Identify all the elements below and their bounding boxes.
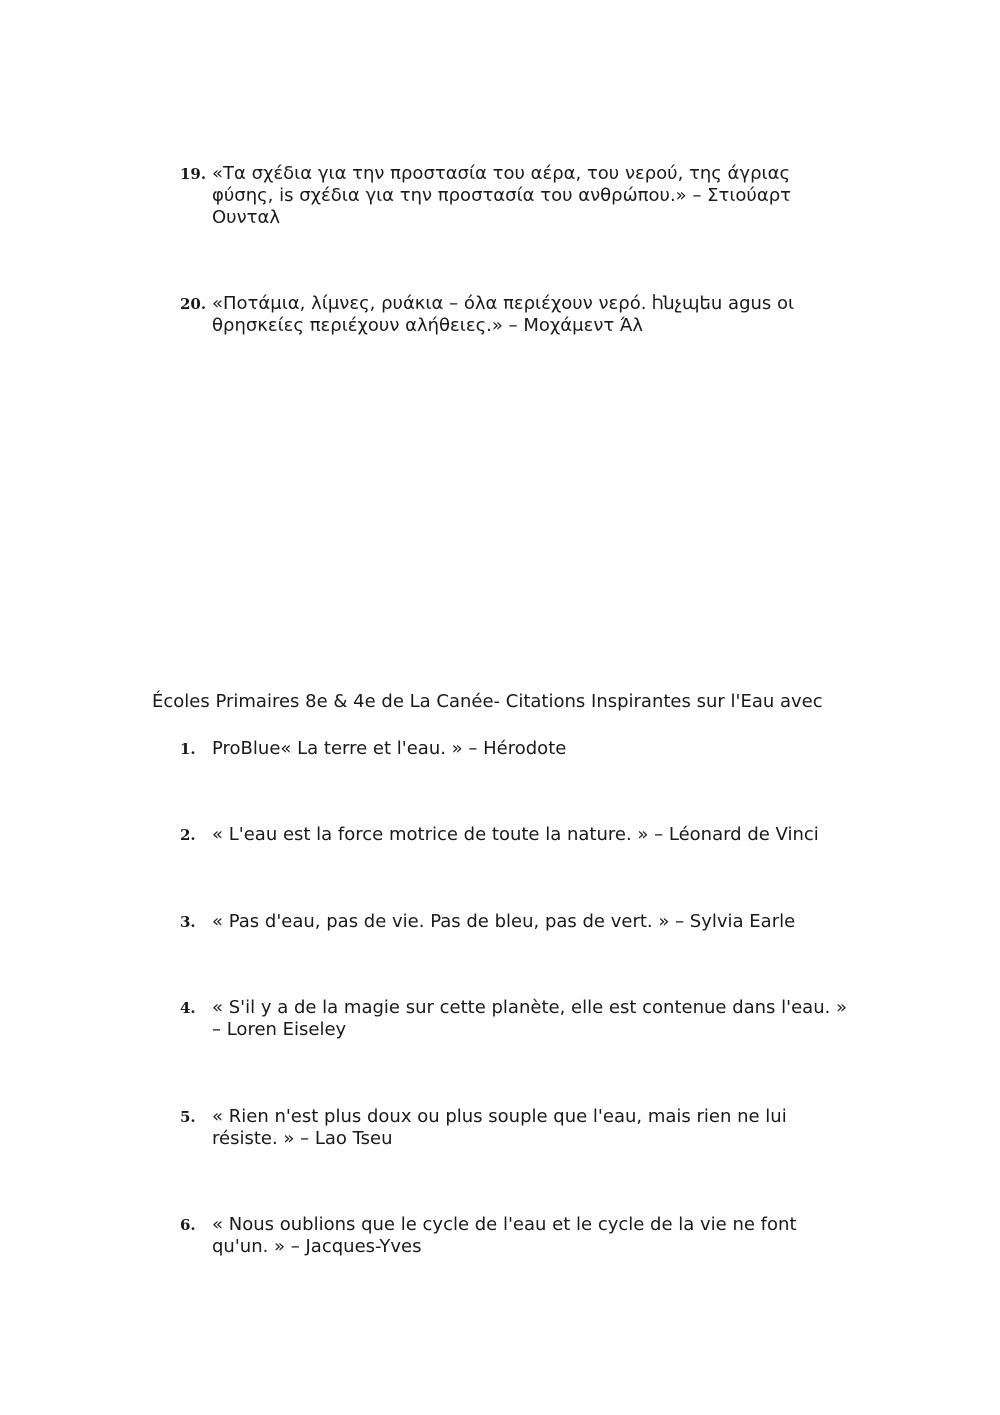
list-number: 19. — [180, 165, 207, 183]
quote-text: « Nous oublions que le cycle de l'eau et le cycle de la vie ne font qu'un. » – Jacques-Yves — [212, 1214, 797, 1257]
section-heading: Écoles Primaires 8e & 4e de La Canée- Citations Inspirantes sur l'Eau avec — [152, 691, 823, 712]
quote-text: « L'eau est la force motrice de toute la nature. » – Léonard de Vinci — [212, 824, 819, 845]
quote-text: « Pas d'eau, pas de vie. Pas de bleu, pas de vert. » – Sylvia Earle — [212, 911, 796, 932]
quote-text: «Ποτάμια, λίμνες, ρυάκια – όλα περιέχουν νερό. Ⴙնչպես agus οι θρησκείες περιέχουν αλήθειες.» – Μοχάμεντ Άλ — [212, 293, 795, 336]
list-number: 5. — [180, 1108, 196, 1126]
quote-text: « Rien n'est plus doux ou plus souple que l'eau, mais rien ne lui résiste. » – Lao Tseu — [212, 1106, 787, 1149]
list-number: 1. — [180, 740, 196, 758]
list-number: 3. — [180, 913, 196, 931]
list-number: 4. — [180, 999, 196, 1017]
list-number: 2. — [180, 826, 196, 844]
quote-text: « S'il y a de la magie sur cette planète, elle est contenue dans l'eau. » – Loren Eiseley — [212, 997, 848, 1040]
list-number: 20. — [180, 295, 207, 313]
list-number: 6. — [180, 1216, 196, 1234]
quote-text: «Τα σχέδια για την προστασία του αέρα, του νερού, της άγριας φύσης, is σχέδια για την προστασία του ανθρώπου.» – Στιούαρτ Ουνταλ — [212, 163, 791, 228]
quote-text: ProBlue« La terre et l'eau. » – Hérodote — [212, 738, 567, 759]
